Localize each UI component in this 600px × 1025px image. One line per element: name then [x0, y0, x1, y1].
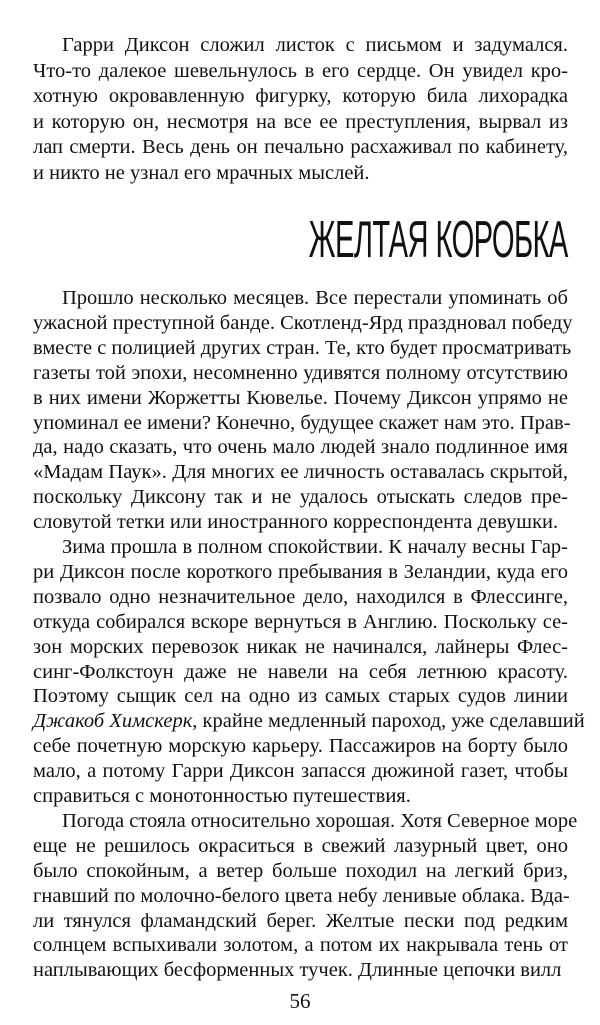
text-line: в них имени Жоржетты Кювелье. Почему Диксон упрямо не — [33, 386, 568, 409]
text-line: и которую он, несмотря на все ее преступления, вырвал из — [33, 110, 568, 133]
text-line: солнцем вспыхивали золотом, а потом их накрывала тень от — [33, 934, 568, 957]
text-line: наплывающих бесформенных тучек. Длинные цепочки вилл — [33, 959, 562, 982]
ship-name: Джакоб Химскерк — [33, 710, 193, 733]
text-line: зон морских перевозок никак не начинался, лайнеры Флес- — [33, 635, 568, 658]
text-line: хотную окровавленную фигурку, которую била лихорадка — [33, 85, 568, 108]
line-text: , крайне медленный пароход, уже сделавший — [192, 710, 585, 733]
text-line: мало, а потому Гарри Диксон запасся дюжиной газет, чтобы — [33, 760, 568, 783]
text-line: откуда собирался вскоре вернуться в Англию. Поскольку се- — [33, 610, 568, 633]
text-line: упоминал ее имени? Конечно, будущее скажет нам это. Прав- — [33, 411, 571, 434]
text-line: синг-Фолкстоун даже не навели на себя летнюю красоту. — [33, 660, 568, 683]
text-line: ужасной преступной банде. Скотленд-Ярд праздновал победу — [33, 311, 573, 334]
text-line: еще не решилось окраситься в свежий лазурный цвет, оно — [33, 834, 568, 857]
text-line: ли тянулся фламандский берег. Желтые пески под редким — [33, 909, 568, 932]
text-line: «Мадам Паук». Для многих ее личность оставалась скрытой, — [33, 461, 568, 484]
chapter-heading: ЖЕЛТАЯ КОРОБКА — [308, 211, 568, 269]
text-line: Поэтому сыщик сел на одно из самых старых судов линии — [33, 685, 568, 708]
text-line: да, надо сказать, что очень мало людей знало подлинное имя — [33, 436, 568, 459]
text-line: Гарри Диксон сложил листок с письмом и задумался. — [62, 34, 568, 56]
text-line: гнавший по молочно-белого цвета небу ленивые облака. Вда- — [33, 884, 570, 907]
text-line: Погода стояла относительно хорошая. Хотя Северное море — [62, 809, 578, 832]
text-line: вместе с полицией других стран. Те, кто будет просматривать — [33, 336, 572, 359]
text-line — [33, 709, 585, 733]
text-line: себе почетную морскую карьеру. Пассажиров на борту было — [33, 735, 568, 758]
text-line: ри Диксон после короткого пребывания в Зеландии, куда его — [33, 560, 568, 583]
text-line: позвало одно незначительное дело, находился в Флессинге, — [33, 585, 568, 608]
text-line: Что-то далекое шевельнулось в его сердце. Он увидел кро- — [33, 59, 568, 82]
text-line: было спокойным, а ветер больше походил на легкий бриз, — [33, 859, 568, 882]
text-line: Прошло несколько месяцев. Все перестали упоминать об — [62, 287, 568, 309]
text-line: лап смерти. Весь день он печально расхаживал по кабинету, — [33, 136, 568, 159]
page-number: 56 — [289, 989, 311, 1013]
text-line: и никто не узнал его мрачных мыслей. — [33, 162, 370, 184]
text-line: поскольку Диксону так и не удалось отыскать следов пре- — [33, 486, 568, 509]
text-line: Зима прошла в полном спокойствии. К началу весны Гар- — [62, 536, 568, 558]
text-line: газеты той эпохи, несомненно удивятся полному отсутствию — [33, 361, 568, 384]
text-line: словутой тетки или иностранного корреспондента девушки. — [33, 511, 559, 534]
text-line: справиться с монотонностью путешествия. — [33, 785, 411, 807]
